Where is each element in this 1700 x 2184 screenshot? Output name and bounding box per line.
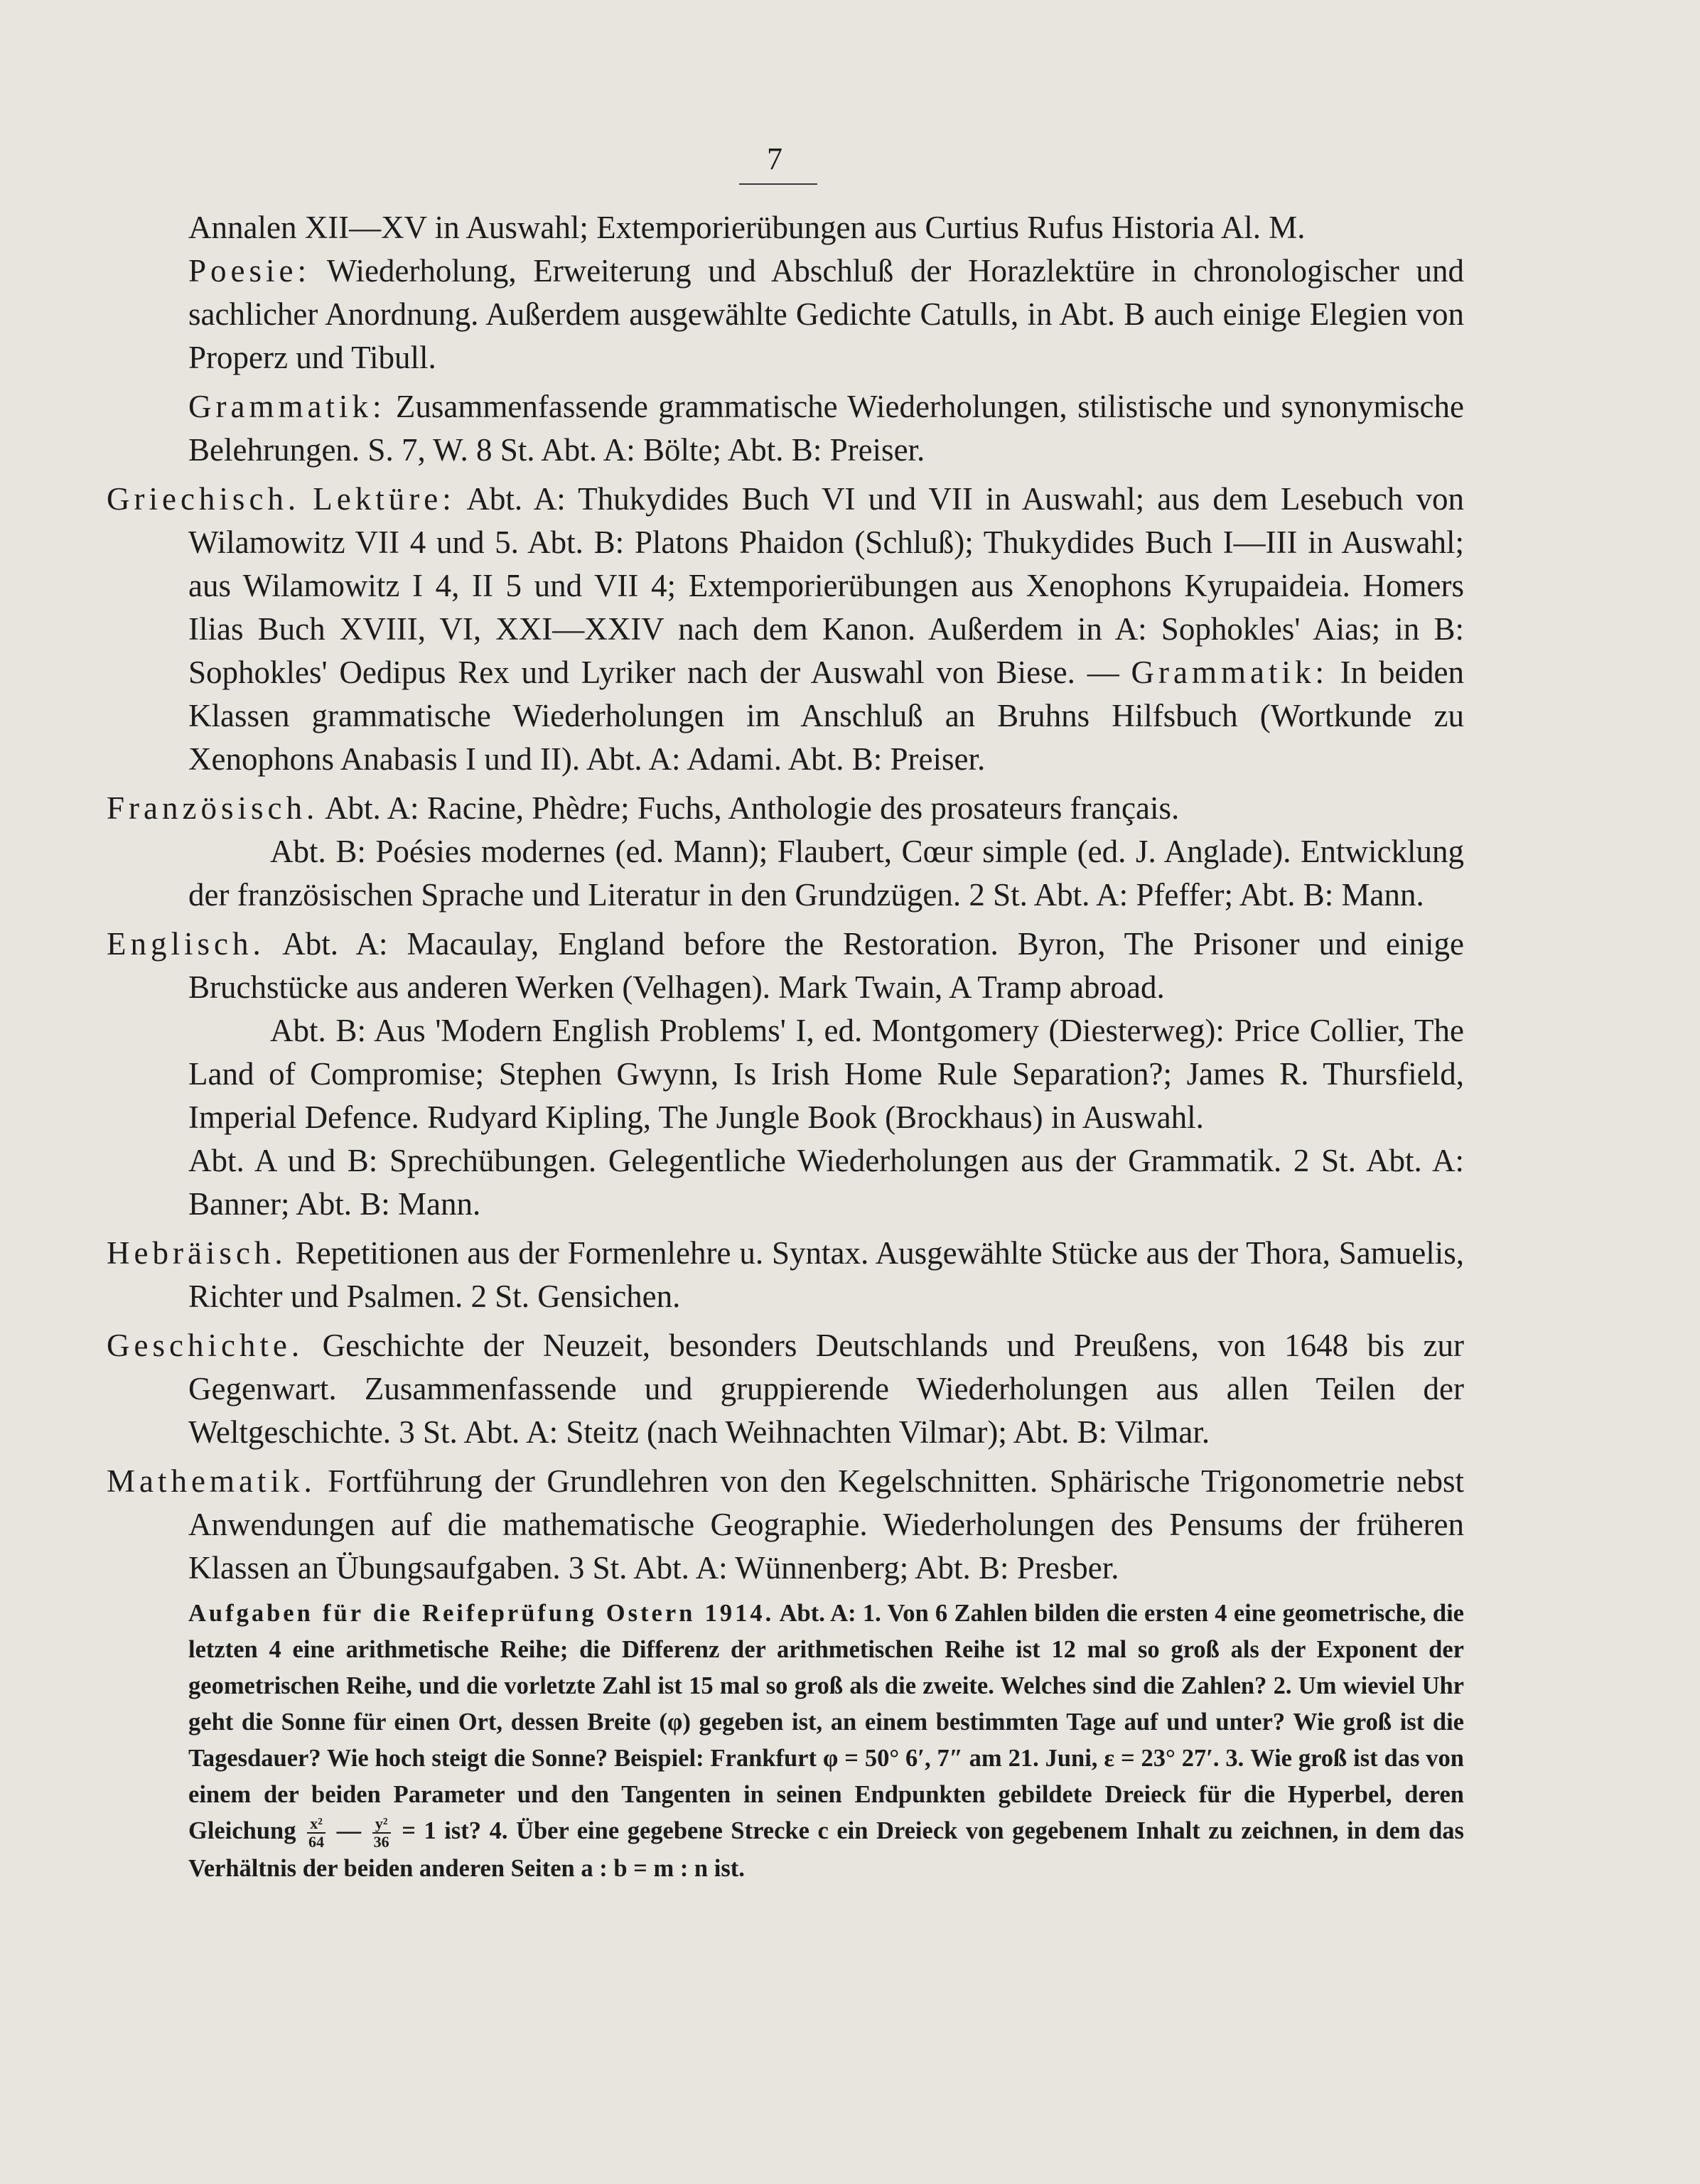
subject-geschichte: Geschichte. (107, 1328, 304, 1363)
fraction-x2-64: $\frac{\text{x²}}{64}$ (308, 1814, 325, 1851)
aufgaben-reifepruefung: Aufgaben für die Reifeprüfung Ostern 1914. Abt. A: 1. Von 6 Zahlen bilden die ersten 4 eine geometrische, die letzten 4 eine arithmetische Reihe; die Differenz der arithmetischen Reihe ist 12 mal so groß als der Exponent der geometrischen Reihe, und die vorletzte Zahl ist 15 mal so groß als die zweite. Welches sind die Zahlen? 2. Um wieviel Uhr geht die Sonne für einen Ort, dessen Breite (φ) gegeben ist, an einem bestimmten Tage auf und unter? Wie groß ist die Tagesdauer? Wie hoch steigt die Sonne? Beispiel: Frankfurt φ = 50° 6′, 7″ am 21. Juni, ε = 23° 27′. 3. Wie groß ist das von einem der beiden Parameter und den Tangenten in seinen Endpunkten gebildete Dreieck für die Hyperbel, deren Gleichung $\frac{\text{x²}}{64}$ — $\frac{\text{y²}}{36}$ = 1 ist? 4. Über eine gegebene Strecke c ein Dreieck von gegebenem Inhalt zu zeichnen, in dem das Verhältnis der beiden anderen Seiten a : b = m : n ist. (188, 1600, 1464, 1883)
page-number: 7 (767, 141, 782, 176)
subject-franzoesisch: Französisch. (107, 790, 319, 826)
griechisch-section: Griechisch. Lektüre: Abt. A: Thukydides Buch VI und VII in Auswahl; aus dem Lesebuch von Wilamowitz VII 4 und 5. Abt. B: Platons Phaidon (Schluß); Thukydides Buch I—III in Auswahl; aus Wilamowitz I 4, II 5 und VII 4; Extemporierübungen aus Xenophons Kyrupaideia. Homers Ilias Buch XVIII, VI, XXI—XXIV nach dem Kanon. Außerdem in A: Sophokles' Aias; in B: Sophokles' Oedipus Rex und Lyriker nach der Auswahl von Biese. — Grammatik: In beiden Klassen grammatische Wiederholungen im Anschluß an Bruhns Hilfsbuch (Wortkunde zu Xenophons Anabasis I und II). Abt. A: Adami. Abt. B: Preiser. (107, 481, 1464, 777)
englisch-abt-a-b: Abt. A und B: Sprechübungen. Gelegentliche Wiederholungen aus der Grammatik. 2 St. Abt. A: Banner; Abt. B: Mann. (188, 1143, 1464, 1222)
franzoesisch-section: Französisch. Abt. A: Racine, Phèdre; Fuchs, Anthologie des prosateurs français. (107, 790, 1180, 826)
geschichte-section: Geschichte. Geschichte der Neuzeit, besonders Deutschlands und Preußens, von 1648 bis zur Gegenwart. Zusammenfassende und gruppierende Wiederholungen aus allen Teilen der Weltgeschichte. 3 St. Abt. A: Steitz (nach Weihnachten Vilmar); Abt. B: Vilmar. (107, 1328, 1464, 1450)
franzoesisch-abt-b: Abt. B: Poésies modernes (ed. Mann); Flaubert, Cœur simple (ed. J. Anglade). Entwicklung der französischen Sprache und Literatur in den Grundzügen. 2 St. Abt. A: Pfeffer; Abt. B: Mann. (188, 834, 1464, 913)
subject-mathematik: Mathematik. (107, 1463, 316, 1499)
subject-hebraeisch: Hebräisch. (107, 1235, 287, 1271)
englisch-section: Englisch. Abt. A: Macaulay, England before the Restoration. Byron, The Prisoner und einige Bruchstücke aus anderen Werken (Velhagen). Mark Twain, A Tramp abroad. (107, 926, 1464, 1005)
hebraeisch-section: Hebräisch. Repetitionen aus der Formenlehre u. Syntax. Ausgewählte Stücke aus der Thora, Samuelis, Richter und Psalmen. 2 St. Gensichen. (107, 1235, 1464, 1314)
latin-poesie: Poesie: Wiederholung, Erweiterung und Abschluß der Horazlektüre in chronologischer und sachlicher Anordnung. Außerdem ausgewählte Gedichte Catulls, in Abt. B auch einige Elegien von Properz und Tibull. (188, 253, 1464, 375)
latin-annalen: Annalen XII—XV in Auswahl; Extemporierübungen aus Curtius Rufus Historia Al. M. (188, 210, 1306, 245)
mathematik-section: Mathematik. Fortführung der Grundlehren von den Kegelschnitten. Sphärische Trigonometrie nebst Anwendungen auf die mathematische Geographie. Wiederholungen des Pensums der früheren Klassen an Übungsaufgaben. 3 St. Abt. A: Wünnenberg; Abt. B: Presber. (107, 1463, 1464, 1586)
fraction-y2-36: $\frac{\text{y²}}{36}$ (373, 1814, 389, 1851)
subject-griechisch: Griechisch. (107, 481, 301, 517)
englisch-abt-b: Abt. B: Aus 'Modern English Problems' I, ed. Montgomery (Diesterweg): Price Collier, The Land of Compromise; Stephen Gwynn, Is Irish Home Rule Separation?; James R. Thursfield, Imperial Defence. Rudyard Kipling, The Jungle Book (Brockhaus) in Auswahl. (188, 1013, 1464, 1135)
subject-englisch: Englisch. (107, 926, 265, 962)
page-number-rule (739, 183, 817, 185)
body-text (107, 206, 1464, 1912)
latin-grammatik: Grammatik: Zusammenfassende grammatische Wiederholungen, stilistische und synonymische Belehrungen. S. 7, W. 8 St. Abt. A: Bölte; Abt. B: Preiser. (188, 389, 1464, 468)
